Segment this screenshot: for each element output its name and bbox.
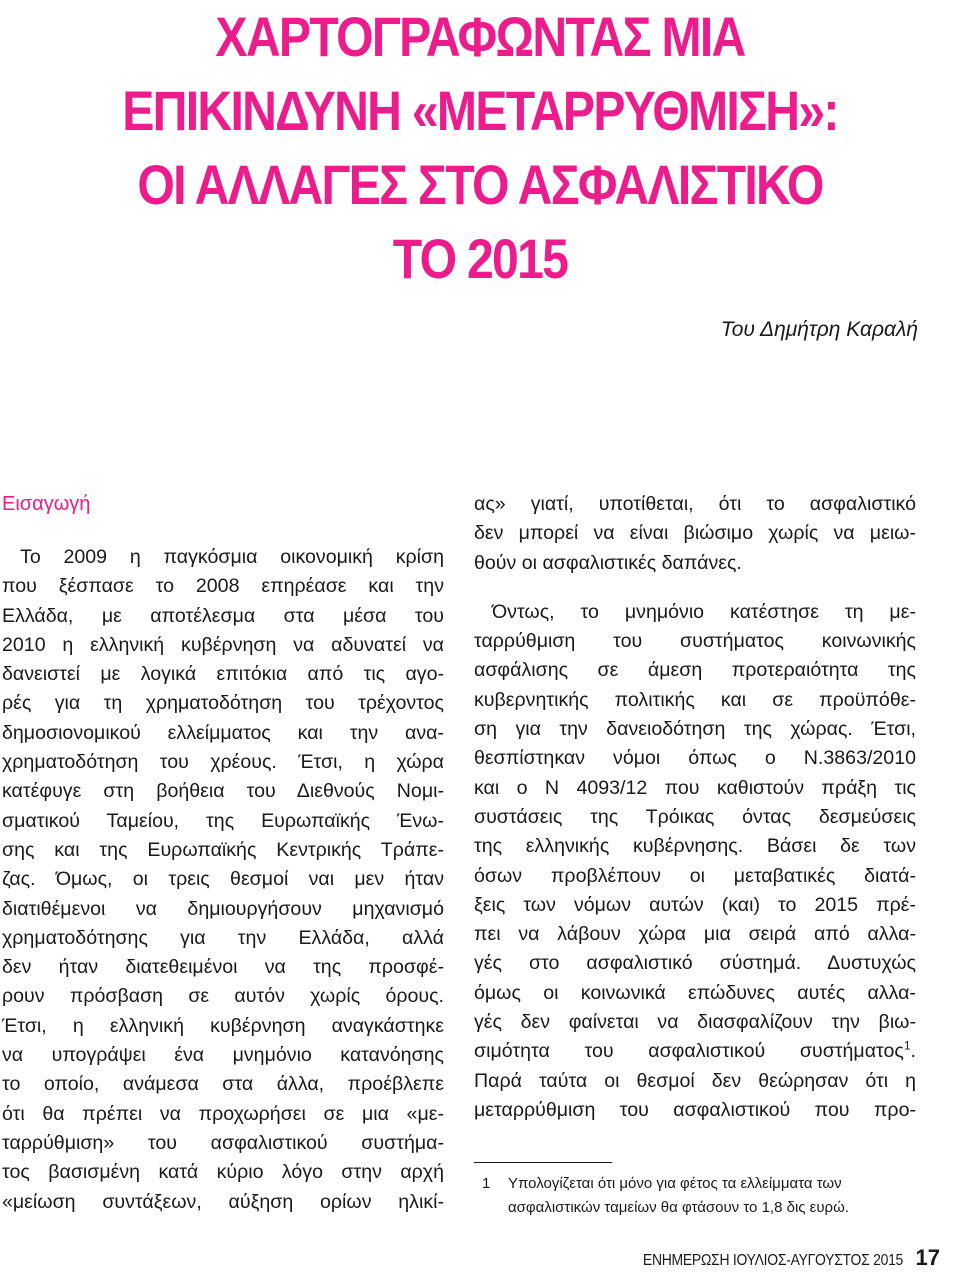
left-column [2, 490, 444, 1217]
intro-paragraph [2, 543, 444, 1217]
text-line: ταρρύθμιση» του ασφαλιστικού συστήμα- [2, 1131, 444, 1154]
text-line: που ξέσπασε το 2008 επηρέασε και την [2, 575, 444, 598]
text-line: όσων προβλέπουν οι μεταβατικές διατά- [474, 864, 916, 887]
footnote [474, 1172, 920, 1220]
text-line: Ελλάδα, με αποτέλεσμα στα μέσα του [2, 604, 444, 627]
text-line: δεν μπορεί να είναι βιώσιμο χωρίς να μειω- [474, 522, 916, 545]
author-byline: Του Δημήτρη Καραλή [720, 318, 918, 341]
text-line: μεταρρύθμιση του ασφαλιστικού που προ- [474, 1098, 916, 1121]
text-line: πει να λάβουν χώρα μια σειρά από αλλα- [474, 923, 916, 946]
text-fragment: . [910, 1040, 916, 1063]
text-line: δημοσιονομικού ελλείμματος και την ανα- [2, 721, 444, 744]
text-line: το οποίο, ανάμεσα στα άλλα, προέβλεπε [2, 1073, 444, 1096]
text-line: ρές για τη χρηματοδότηση του τρέχοντος [2, 692, 444, 715]
title-line: ΟΙ ΑΛΛΑΓΕΣ ΣΤΟ ΑΣΦΑΛΙΣΤΙΚΟ [137, 153, 823, 216]
text-line: διατιθέμενοι να δημιουργήσουν μηχανισμό [2, 897, 444, 920]
article-title [110, 0, 850, 296]
text-line: και ο Ν 4093/12 που καθιστούν πράξη τις [474, 776, 916, 799]
text-line: της ελληνικής κυβέρνησης. Βάσει δε των [474, 835, 916, 858]
text-line: δεν ήταν διατεθειμένοι να της προσφέ- [2, 956, 444, 979]
footnote-marker: 1 [903, 1038, 911, 1053]
text-line: κατέφυγε στη βοήθεια του Διεθνούς Νομι- [2, 780, 444, 803]
text-line: ση για την δανειοδότηση της χώρας. Έτσι, [474, 718, 916, 741]
text-line: θεσπίστηκαν νόμοι όπως ο Ν.3863/2010 [474, 747, 916, 770]
text-line: γές στο ασφαλιστικό σύστημά. Δυστυχώς [474, 952, 916, 975]
text-line: χρηματοδότηση του χρέους. Έτσι, η χώρα [2, 751, 444, 774]
text-line: «μείωση συντάξεων, αύξηση ορίων ηλικί- [2, 1190, 444, 1213]
text-line: Όντως, το μνημόνιο κατέστησε τη με- [492, 600, 916, 623]
title-line: ΧΑΡΤΟΓΡΑΦΩΝΤΑΣ ΜΙΑ [215, 5, 745, 68]
text-line: ζας. Όμως, οι τρεις θεσμοί ναι μεν ήταν [2, 868, 444, 891]
text-line: ρουν πρόσβαση σε αυτόν χωρίς όρους. [2, 985, 444, 1008]
title-line: ΤΟ 2015 [392, 227, 568, 290]
text-fragment: σιμότητα του ασφαλιστικού συστήματος [474, 1040, 904, 1063]
text-line: να υπογράψει ένα μνημόνιο κατανόησης [2, 1044, 444, 1067]
paragraph-gap [474, 578, 916, 598]
text-line: τος βασισμένη κατά κύριο λόγο στην αρχή [2, 1161, 444, 1184]
text-line: γές δεν φαίνεται να διασφαλίζουν την βιω- [474, 1011, 916, 1034]
right-column [474, 490, 916, 1125]
footnote-rule [474, 1162, 612, 1163]
text-line: κυβερνητικής πολιτικής και σε προϋπόθε- [474, 688, 916, 711]
text-line: σης και της Ευρωπαϊκής Κεντρικής Τράπε- [2, 838, 444, 861]
page-number: 17 [915, 1245, 940, 1270]
text-line: Έτσι, η ελληνική κυβέρνηση αναγκάστηκε [2, 1014, 444, 1037]
text-line: ότι θα πρέπει να προχωρήσει σε μια «με- [2, 1102, 444, 1125]
text-line: ας» γιατί, υποτίθεται, ότι το ασφαλιστικό [474, 493, 916, 515]
text-line: ξεις των νόμων αυτών (και) το 2015 πρέ- [474, 893, 916, 916]
paragraph [474, 490, 916, 578]
footnote-line: Υπολογίζεται ότι μόνο για φέτος τα ελλείμματα των [508, 1175, 842, 1192]
text-line: χρηματοδότησης για την Ελλάδα, αλλά [2, 926, 444, 949]
text-line: συστάσεις της Τρόικας όντας δεσμεύσεις [474, 805, 916, 828]
page-footer [614, 1245, 940, 1271]
title-line: ΕΠΙΚΙΝΔΥΝΗ «ΜΕΤΑΡΡΥΘΜΙΣΗ»: [122, 79, 838, 142]
text-line: σματικού Ταμείου, της Ευρωπαϊκής Ένω- [2, 809, 444, 832]
text-line: δανειστεί με λογικά επιτόκια από τις αγο- [2, 663, 444, 686]
text-line: θούν οι ασφαλιστικές δαπάνες. [474, 551, 742, 574]
paragraph [474, 598, 916, 1125]
text-line: 2010 η ελληνική κυβέρνηση να αδυνατεί να [2, 633, 444, 656]
text-line: ασφάλισης σε άμεση προτεραιότητα της [474, 659, 916, 682]
section-heading: Εισαγωγή [2, 493, 91, 515]
text-line: Παρά ταύτα οι θεσμοί δεν θεώρησαν ότι η [474, 1069, 916, 1092]
text-line-with-footnote [474, 1037, 916, 1066]
text-line: όμως οι κοινωνικά επώδυνες αυτές αλλα- [474, 981, 916, 1004]
footnote-line: ασφαλιστικών ταμείων θα φτάσουν το 1,8 δις ευρώ. [508, 1199, 849, 1216]
footnote-number: 1 [482, 1175, 491, 1192]
text-line: ταρρύθμιση του συστήματος κοινωνικής [474, 630, 916, 653]
text-line: Το 2009 η παγκόσμια οικονομική κρίση [20, 546, 444, 568]
issue-label: ΕΝΗΜΕΡΩΣΗ ΙΟΥΛΙΟΣ-ΑΥΓΟΥΣΤΟΣ 2015 [643, 1252, 904, 1269]
